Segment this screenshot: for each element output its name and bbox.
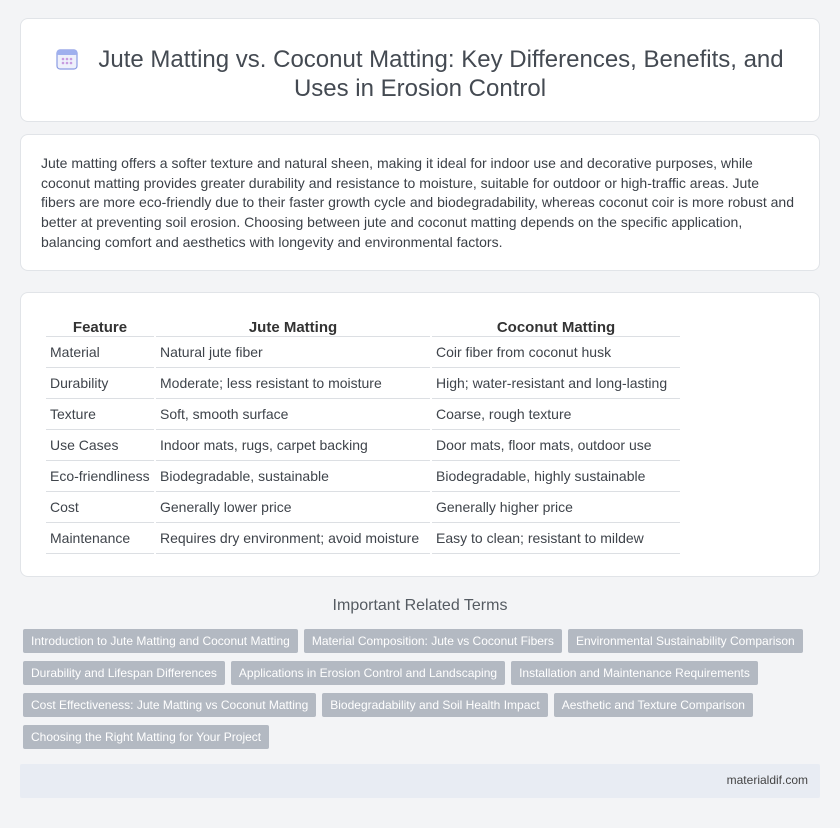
cell-jute: Moderate; less resistant to moisture (156, 368, 430, 399)
table-row (46, 461, 680, 492)
related-term-tag[interactable]: Cost Effectiveness: Jute Matting vs Coconut Matting (23, 693, 316, 717)
table-header-row (46, 314, 680, 337)
related-term-tag[interactable]: Applications in Erosion Control and Landscaping (231, 661, 505, 685)
cell-jute: Requires dry environment; avoid moisture (156, 523, 430, 554)
cell-jute: Indoor mats, rugs, carpet backing (156, 430, 430, 461)
header-feature: Feature (46, 314, 154, 337)
cell-feature: Eco-friendliness (46, 461, 154, 492)
related-term-tag[interactable]: Material Composition: Jute vs Coconut Fibers (304, 629, 562, 653)
related-term-tag[interactable]: Introduction to Jute Matting and Coconut Matting (23, 629, 298, 653)
cell-coconut: Biodegradable, highly sustainable (432, 461, 680, 492)
cell-feature: Durability (46, 368, 154, 399)
footer-site-link[interactable]: materialdif.com (726, 773, 808, 787)
cell-coconut: Door mats, floor mats, outdoor use (432, 430, 680, 461)
cell-coconut: Coir fiber from coconut husk (432, 337, 680, 368)
cell-feature: Maintenance (46, 523, 154, 554)
cell-coconut: High; water-resistant and long-lasting (432, 368, 680, 399)
intro-card (20, 134, 820, 271)
cell-jute: Biodegradable, sustainable (156, 461, 430, 492)
cell-feature: Texture (46, 399, 154, 430)
table-row (46, 523, 680, 554)
cell-jute: Natural jute fiber (156, 337, 430, 368)
calendar-icon (56, 48, 78, 70)
comparison-card (20, 292, 820, 577)
footer (20, 764, 820, 798)
cell-feature: Use Cases (46, 430, 154, 461)
header-jute: Jute Matting (156, 314, 430, 337)
cell-jute: Soft, smooth surface (156, 399, 430, 430)
page-title (51, 45, 789, 103)
cell-coconut: Generally higher price (432, 492, 680, 523)
intro-paragraph: Jute matting offers a softer texture and natural sheen, making it ideal for indoor use and decorative purposes, while coconut matting provides greater durability and resistance to moisture, suitable for outdoor or high-traffic areas. Jute fibers are more eco-friendly due to their faster growth cycle and biodegradability, whereas coconut coir is more robust and better at preventing soil erosion. Choosing between jute and coconut matting depends on the specific application, balancing comfort and aesthetics with longevity and environmental factors. (41, 155, 795, 250)
table-row (46, 492, 680, 523)
table-row (46, 337, 680, 368)
table-row (46, 430, 680, 461)
related-terms-list (23, 629, 823, 757)
related-term-tag[interactable]: Aesthetic and Texture Comparison (554, 693, 753, 717)
comparison-table (44, 314, 682, 554)
related-term-tag[interactable]: Environmental Sustainability Comparison (568, 629, 803, 653)
cell-feature: Material (46, 337, 154, 368)
related-term-tag[interactable]: Installation and Maintenance Requirements (511, 661, 758, 685)
related-term-tag[interactable]: Choosing the Right Matting for Your Project (23, 725, 269, 749)
cell-coconut: Coarse, rough texture (432, 399, 680, 430)
cell-jute: Generally lower price (156, 492, 430, 523)
header-coconut: Coconut Matting (432, 314, 680, 337)
title-card (20, 18, 820, 122)
table-row (46, 368, 680, 399)
page-title-text: Jute Matting vs. Coconut Matting: Key Differences, Benefits, and Uses in Erosion Control (98, 46, 784, 102)
related-term-tag[interactable]: Durability and Lifespan Differences (23, 661, 225, 685)
related-terms-heading: Important Related Terms (332, 597, 508, 614)
cell-feature: Cost (46, 492, 154, 523)
table-row (46, 399, 680, 430)
related-term-tag[interactable]: Biodegradability and Soil Health Impact (322, 693, 547, 717)
cell-coconut: Easy to clean; resistant to mildew (432, 523, 680, 554)
